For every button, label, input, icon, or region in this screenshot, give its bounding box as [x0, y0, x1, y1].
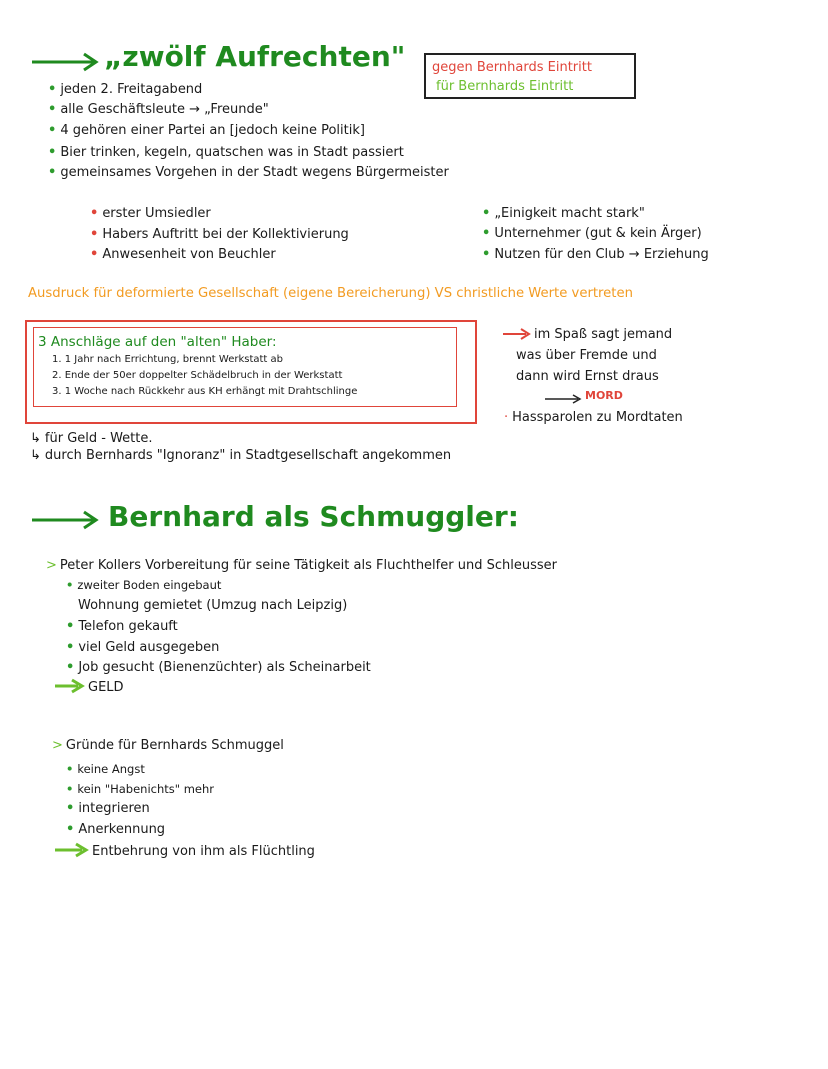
reason-2: ↳ durch Bernhards "Ignoranz" in Stadtgesellschaft angekommen — [30, 448, 452, 463]
reasons-result: Entbehrung von ihm als Flüchtling — [92, 844, 315, 859]
heading-arrow-2 — [30, 508, 102, 536]
summary-line: Ausdruck für deformierte Gesellschaft (eigene Bereicherung) VS christliche Werte vertreten — [28, 286, 633, 301]
section2-heading: Bernhard als Schmuggler: — [108, 500, 519, 533]
prep-result-arrow — [54, 678, 86, 698]
list-item: • zweiter Boden eingebaut — [66, 578, 222, 592]
list-item: • alle Geschäftsleute → „Freunde" — [48, 102, 269, 117]
list-item: • Bier trinken, kegeln, quatschen was in Stadt passiert — [48, 145, 404, 160]
list-item: • „Einigkeit macht stark" — [482, 206, 645, 221]
side-note-1: im Spaß sagt jemand — [534, 327, 673, 342]
list-item: • gemeinsames Vorgehen in der Stadt wegens Bürgermeister — [48, 165, 449, 180]
arrow-right-icon — [54, 678, 86, 694]
list-item: • Unternehmer (gut & kein Ärger) — [482, 226, 702, 241]
list-item: • Telefon gekauft — [66, 619, 178, 634]
list-item: 3. 1 Woche nach Rückkehr aus KH erhängt mit Drahtschlinge — [52, 386, 358, 397]
mord-arrow — [544, 390, 584, 409]
arrow-right-icon — [544, 393, 584, 405]
list-item: • Nutzen für den Club → Erziehung — [482, 247, 709, 262]
list-item: • Anwesenheit von Beuchler — [90, 247, 276, 262]
mord-label: MORD — [585, 389, 623, 402]
list-item: • Anerkennung — [66, 822, 166, 837]
list-item: • kein "Habenichts" mehr — [66, 782, 215, 796]
arrow-right-icon — [54, 842, 90, 858]
legend-for: für Bernhards Eintritt — [436, 79, 574, 94]
list-item: • 4 gehören einer Partei an [jedoch keine Politik] — [48, 123, 365, 138]
arrow-right-icon — [30, 50, 102, 74]
prep-result: GELD — [88, 680, 124, 695]
list-item: • viel Geld ausgegeben — [66, 640, 220, 655]
attacks-title: 3 Anschläge auf den "alten" Haber: — [38, 334, 277, 350]
reasons-result-arrow — [54, 842, 90, 862]
heading-arrow-1 — [30, 50, 102, 78]
side-note-4: · Hassparolen zu Mordtaten — [504, 410, 683, 425]
list-item: • keine Angst — [66, 762, 145, 776]
side-note-2: was über Fremde und — [516, 348, 657, 363]
reason-1: ↳ für Geld - Wette. — [30, 431, 153, 446]
list-item: 2. Ende der 50er doppelter Schädelbruch in der Werkstatt — [52, 370, 343, 381]
list-item: • Habers Auftritt bei der Kollektivierung — [90, 227, 349, 242]
list-item: • Job gesucht (Bienenzüchter) als Scheinarbeit — [66, 660, 371, 675]
prep-title: > Peter Kollers Vorbereitung für seine Tätigkeit als Fluchthelfer und Schleusser — [46, 558, 557, 573]
list-item: • integrieren — [66, 801, 150, 816]
reasons-title: > Gründe für Bernhards Schmuggel — [52, 738, 284, 753]
list-item: Wohnung gemietet (Umzug nach Leipzig) — [78, 598, 348, 613]
side-note-arrow — [502, 326, 532, 345]
side-note-3: dann wird Ernst draus — [516, 369, 659, 384]
list-item: • jeden 2. Freitagabend — [48, 82, 203, 97]
legend-against: gegen Bernhards Eintritt — [432, 60, 592, 75]
arrow-right-icon — [30, 508, 102, 532]
list-item: 1. 1 Jahr nach Errichtung, brennt Werkstatt ab — [52, 354, 284, 365]
section1-heading: „zwölf Aufrechten" — [104, 40, 406, 73]
arrow-right-icon — [502, 327, 532, 341]
list-item: • erster Umsiedler — [90, 206, 211, 221]
